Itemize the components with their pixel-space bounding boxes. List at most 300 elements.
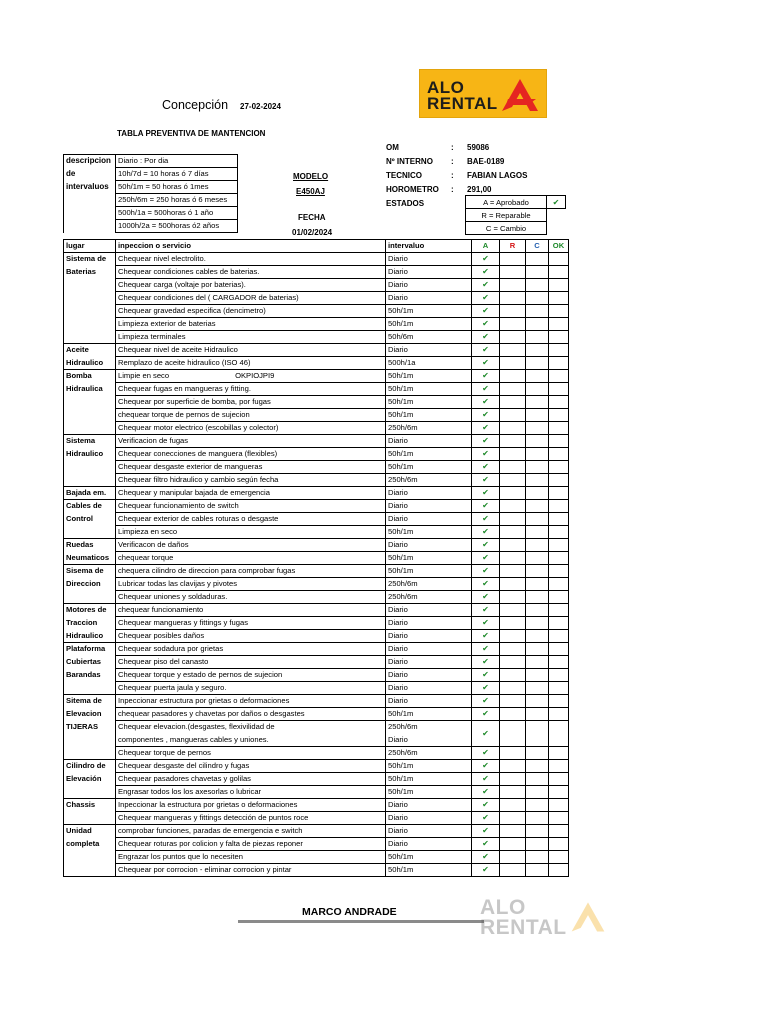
- status-ok-cell[interactable]: [549, 695, 569, 708]
- status-r-cell[interactable]: [500, 617, 526, 630]
- check-icon[interactable]: ✔: [472, 409, 500, 422]
- status-ok-cell[interactable]: [549, 344, 569, 357]
- place-name: Concepción: [162, 98, 229, 112]
- inspection-text-value: Chequear condiciones cables de baterias.: [118, 267, 260, 276]
- state-aprobado: A = Aprobado: [466, 196, 547, 209]
- status-c-cell[interactable]: [526, 383, 549, 396]
- check-icon[interactable]: ✔: [472, 682, 500, 695]
- table-row: [64, 279, 569, 292]
- status-c-cell[interactable]: [526, 799, 549, 812]
- status-r-cell[interactable]: [500, 630, 526, 643]
- status-r-cell[interactable]: [500, 305, 526, 318]
- table-row: [64, 448, 569, 461]
- group-label: Motores de: [64, 604, 116, 617]
- status-r-cell[interactable]: [500, 773, 526, 786]
- table-row: [64, 552, 569, 565]
- status-c-cell[interactable]: [526, 760, 549, 773]
- status-ok-cell[interactable]: [549, 630, 569, 643]
- inspection-text-value: Remplazo de aceite hidraulico (ISO 46): [118, 358, 251, 367]
- status-ok-cell[interactable]: [549, 604, 569, 617]
- status-ok-cell[interactable]: [549, 747, 569, 760]
- inspection-text-value: Chequear filtro hidraulico y cambio según fecha: [118, 475, 279, 484]
- status-c-cell[interactable]: [526, 747, 549, 760]
- table-row: [64, 760, 569, 773]
- check-icon[interactable]: ✔: [472, 760, 500, 773]
- status-ok-cell[interactable]: [549, 526, 569, 539]
- check-icon[interactable]: ✔: [472, 474, 500, 487]
- status-c-cell[interactable]: [526, 825, 549, 838]
- maintenance-table: [63, 239, 569, 877]
- check-icon[interactable]: ✔: [472, 786, 500, 799]
- group-label: Sitema de: [64, 695, 116, 708]
- check-icon[interactable]: ✔: [472, 266, 500, 279]
- status-ok-cell[interactable]: [549, 760, 569, 773]
- check-icon[interactable]: ✔: [472, 630, 500, 643]
- status-ok-cell[interactable]: [549, 591, 569, 604]
- group-label: Elevacion: [64, 708, 116, 721]
- check-icon[interactable]: ✔: [472, 318, 500, 331]
- check-icon[interactable]: ✔: [472, 435, 500, 448]
- check-icon[interactable]: ✔: [472, 500, 500, 513]
- status-ok-cell[interactable]: [549, 565, 569, 578]
- status-c-cell[interactable]: [526, 266, 549, 279]
- status-r-cell[interactable]: [500, 422, 526, 435]
- status-r-cell[interactable]: [500, 409, 526, 422]
- status-c-cell[interactable]: [526, 578, 549, 591]
- status-ok-cell[interactable]: [549, 370, 569, 383]
- inspection-text: [116, 305, 386, 318]
- status-r-cell[interactable]: [500, 461, 526, 474]
- inspection-text-value: Chequear roturas por colicion y falta de piezas reponer: [118, 839, 303, 848]
- status-c-cell[interactable]: [526, 357, 549, 370]
- check-icon[interactable]: ✔: [472, 721, 500, 747]
- status-r-cell[interactable]: [500, 396, 526, 409]
- status-c-cell[interactable]: [526, 851, 549, 864]
- status-c-cell[interactable]: [526, 539, 549, 552]
- interval-value: 50h/1m: [386, 318, 472, 331]
- status-ok-cell[interactable]: [549, 539, 569, 552]
- check-icon[interactable]: ✔: [472, 487, 500, 500]
- inspection-text: [116, 773, 386, 786]
- status-c-cell[interactable]: [526, 253, 549, 266]
- status-r-cell[interactable]: [500, 604, 526, 617]
- inspection-text-value: Verificacion de fugas: [118, 436, 189, 445]
- interval-value: Diario: [386, 617, 472, 630]
- check-icon[interactable]: ✔: [472, 513, 500, 526]
- inspection-text: [116, 448, 386, 461]
- inspection-text: [116, 500, 386, 513]
- inspection-text: [116, 487, 386, 500]
- check-icon[interactable]: ✔: [472, 799, 500, 812]
- interval-value: 50h/1m: [386, 461, 472, 474]
- status-ok-cell[interactable]: [549, 253, 569, 266]
- interval-value: 50h/1m: [386, 773, 472, 786]
- status-ok-cell[interactable]: [549, 513, 569, 526]
- document-date: 27-02-2024: [240, 102, 281, 111]
- interval-value: Diario: [386, 682, 472, 695]
- status-ok-cell[interactable]: [549, 656, 569, 669]
- status-ok-cell[interactable]: [549, 617, 569, 630]
- status-r-cell[interactable]: [500, 370, 526, 383]
- check-icon[interactable]: ✔: [472, 253, 500, 266]
- status-c-cell[interactable]: [526, 279, 549, 292]
- inspection-text: [116, 292, 386, 305]
- check-icon[interactable]: ✔: [472, 331, 500, 344]
- status-r-cell[interactable]: [500, 864, 526, 877]
- status-c-cell[interactable]: [526, 669, 549, 682]
- interval-value: Diario: [386, 643, 472, 656]
- status-r-cell[interactable]: [500, 526, 526, 539]
- status-c-cell[interactable]: [526, 513, 549, 526]
- status-ok-cell[interactable]: [549, 500, 569, 513]
- interval-value: Diario: [386, 344, 472, 357]
- status-r-cell[interactable]: [500, 435, 526, 448]
- status-r-cell[interactable]: [500, 552, 526, 565]
- inspection-text-value: Chequear gravedad especifica (dencimetro): [118, 306, 266, 315]
- check-icon[interactable]: ✔: [472, 565, 500, 578]
- check-icon[interactable]: ✔: [472, 305, 500, 318]
- inspection-text-value: Chequear carga (voltaje por baterias).: [118, 280, 246, 289]
- status-r-cell[interactable]: [500, 448, 526, 461]
- status-c-cell[interactable]: [526, 786, 549, 799]
- status-c-cell[interactable]: [526, 409, 549, 422]
- check-icon[interactable]: ✔: [472, 864, 500, 877]
- interval-value: Diario: [386, 656, 472, 669]
- status-ok-cell[interactable]: [549, 279, 569, 292]
- interval-row: 250h/6m = 250 horas ó 6 meses: [116, 194, 238, 207]
- status-ok-cell[interactable]: [549, 383, 569, 396]
- interval-row: Diario : Por dia: [116, 155, 238, 168]
- table-header-row: [64, 240, 569, 253]
- status-c-cell[interactable]: [526, 526, 549, 539]
- check-icon[interactable]: ✔: [472, 591, 500, 604]
- status-ok-cell[interactable]: [549, 643, 569, 656]
- status-c-cell[interactable]: [526, 422, 549, 435]
- group-label: [64, 279, 116, 292]
- status-ok-cell[interactable]: [549, 552, 569, 565]
- status-r-cell[interactable]: [500, 331, 526, 344]
- status-r-cell[interactable]: [500, 318, 526, 331]
- status-c-cell[interactable]: [526, 500, 549, 513]
- inspection-text-value: Chequear nivel de aceite Hidraulico: [118, 345, 238, 354]
- col-header-a: A: [472, 240, 500, 253]
- status-ok-cell[interactable]: [549, 812, 569, 825]
- status-r-cell[interactable]: [500, 669, 526, 682]
- interval-value: 250h/6m: [386, 422, 472, 435]
- status-c-cell[interactable]: [526, 487, 549, 500]
- interval-value: 50h/6m: [386, 331, 472, 344]
- interval-value: 50h/1m: [386, 370, 472, 383]
- status-r-cell[interactable]: [500, 487, 526, 500]
- status-r-cell[interactable]: [500, 292, 526, 305]
- interval-value: 50h/1m: [386, 565, 472, 578]
- status-c-cell[interactable]: [526, 864, 549, 877]
- inspection-text: [116, 357, 386, 370]
- status-r-cell[interactable]: [500, 383, 526, 396]
- check-icon[interactable]: ✔: [472, 747, 500, 760]
- status-ok-cell[interactable]: [549, 331, 569, 344]
- status-r-cell[interactable]: [500, 565, 526, 578]
- status-r-cell[interactable]: [500, 838, 526, 851]
- table-row: [64, 383, 569, 396]
- info-label-om: OM: [386, 143, 399, 152]
- status-r-cell[interactable]: [500, 539, 526, 552]
- status-c-cell[interactable]: [526, 292, 549, 305]
- status-c-cell[interactable]: [526, 838, 549, 851]
- interval-value: Diario: [386, 487, 472, 500]
- status-ok-cell[interactable]: [549, 474, 569, 487]
- status-r-cell[interactable]: [500, 682, 526, 695]
- status-ok-cell[interactable]: [549, 708, 569, 721]
- status-r-cell[interactable]: [500, 266, 526, 279]
- status-ok-cell[interactable]: [549, 357, 569, 370]
- status-c-cell[interactable]: [526, 708, 549, 721]
- check-icon[interactable]: ✔: [472, 344, 500, 357]
- inspection-text-value: chequear pasadores y chavetas por daños o desgastes: [118, 709, 305, 718]
- interval-value: 50h/1m: [386, 396, 472, 409]
- status-r-cell[interactable]: [500, 747, 526, 760]
- check-icon[interactable]: ✔: [472, 539, 500, 552]
- interval-row: 50h/1m = 50 horas ó 1mes: [116, 181, 238, 194]
- status-r-cell[interactable]: [500, 591, 526, 604]
- status-ok-cell[interactable]: [549, 578, 569, 591]
- interval-value: 500h/1a: [386, 357, 472, 370]
- status-ok-cell[interactable]: [549, 461, 569, 474]
- status-r-cell[interactable]: [500, 721, 526, 747]
- status-ok-cell[interactable]: [549, 487, 569, 500]
- table-row: [64, 578, 569, 591]
- check-icon[interactable]: ✔: [472, 669, 500, 682]
- inspection-text: [116, 526, 386, 539]
- status-r-cell[interactable]: [500, 253, 526, 266]
- check-icon[interactable]: ✔: [472, 578, 500, 591]
- status-ok-cell[interactable]: [549, 838, 569, 851]
- check-icon[interactable]: ✔: [472, 656, 500, 669]
- status-c-cell[interactable]: [526, 448, 549, 461]
- group-label: Traccion: [64, 617, 116, 630]
- interval-row: 500h/1a = 500horas ó 1 año: [116, 207, 238, 220]
- status-ok-cell[interactable]: [549, 305, 569, 318]
- status-c-cell[interactable]: [526, 435, 549, 448]
- status-c-cell[interactable]: [526, 396, 549, 409]
- table-row: [64, 591, 569, 604]
- status-c-cell[interactable]: [526, 474, 549, 487]
- check-icon[interactable]: ✔: [472, 526, 500, 539]
- status-c-cell[interactable]: [526, 617, 549, 630]
- status-r-cell[interactable]: [500, 500, 526, 513]
- inspection-text-value: Chequear mangueras y fittings detección de puntos roce: [118, 813, 309, 822]
- check-icon[interactable]: ✔: [472, 396, 500, 409]
- status-r-cell[interactable]: [500, 643, 526, 656]
- status-ok-cell[interactable]: [549, 396, 569, 409]
- interval-value: Diario: [386, 695, 472, 708]
- table-row: [64, 500, 569, 513]
- check-icon[interactable]: ✔: [472, 695, 500, 708]
- status-r-cell[interactable]: [500, 357, 526, 370]
- status-ok-cell[interactable]: [549, 864, 569, 877]
- check-icon[interactable]: ✔: [472, 851, 500, 864]
- table-row: [64, 409, 569, 422]
- check-icon[interactable]: ✔: [472, 370, 500, 383]
- status-ok-cell[interactable]: [549, 292, 569, 305]
- check-icon: ✔: [547, 196, 566, 209]
- status-ok-cell[interactable]: [549, 773, 569, 786]
- status-ok-cell[interactable]: [549, 799, 569, 812]
- status-c-cell[interactable]: [526, 721, 549, 747]
- inspection-text-value: Chequear y manipular bajada de emergencia: [118, 488, 270, 497]
- info-sep: :: [451, 157, 454, 166]
- inspection-text: [116, 669, 386, 682]
- status-r-cell[interactable]: [500, 760, 526, 773]
- status-c-cell[interactable]: [526, 643, 549, 656]
- status-ok-cell[interactable]: [549, 435, 569, 448]
- table-row: [64, 773, 569, 786]
- check-icon[interactable]: ✔: [472, 448, 500, 461]
- inspection-text: [116, 721, 386, 747]
- inspection-text: [116, 617, 386, 630]
- interval-value: Diario: [386, 630, 472, 643]
- status-c-cell[interactable]: [526, 656, 549, 669]
- status-c-cell[interactable]: [526, 565, 549, 578]
- status-c-cell[interactable]: [526, 318, 549, 331]
- inspection-text-value: Chequear uniones y soldaduras.: [118, 592, 228, 601]
- status-r-cell[interactable]: [500, 812, 526, 825]
- interval-value: 50h/1m: [386, 448, 472, 461]
- col-header-lugar: lugar: [64, 240, 116, 253]
- inspection-text-value: Chequear por corrocion - eliminar corrocion y pintar: [118, 865, 292, 874]
- interval-value: 250h/6m: [386, 578, 472, 591]
- status-ok-cell[interactable]: [549, 422, 569, 435]
- status-c-cell[interactable]: [526, 331, 549, 344]
- status-r-cell[interactable]: [500, 656, 526, 669]
- check-icon[interactable]: ✔: [472, 617, 500, 630]
- check-icon[interactable]: ✔: [472, 383, 500, 396]
- status-c-cell[interactable]: [526, 604, 549, 617]
- status-r-cell[interactable]: [500, 578, 526, 591]
- inspection-text: [116, 383, 386, 396]
- status-c-cell[interactable]: [526, 682, 549, 695]
- info-label-horometro: HOROMETRO: [386, 185, 439, 194]
- status-ok-cell[interactable]: [549, 669, 569, 682]
- interval-value: 250h/6m: [386, 747, 472, 760]
- interval-value: 50h/1m: [386, 851, 472, 864]
- inspection-text-line-2: componentes , mangueras cables y uniones.: [118, 734, 269, 744]
- inspection-text: [116, 318, 386, 331]
- col-header-inspeccion: inpeccion o servicio: [116, 240, 386, 253]
- table-row: [64, 526, 569, 539]
- status-r-cell[interactable]: [500, 786, 526, 799]
- state-cambio: C = Cambio: [466, 222, 547, 235]
- status-ok-cell[interactable]: [549, 448, 569, 461]
- check-icon[interactable]: ✔: [472, 461, 500, 474]
- info-sep: :: [451, 143, 454, 152]
- intervals-label-2: de: [64, 168, 116, 181]
- inspection-text-value: Chequear funcionamiento de switch: [118, 501, 239, 510]
- status-c-cell[interactable]: [526, 344, 549, 357]
- group-label: Hidraulico: [64, 630, 116, 643]
- status-c-cell[interactable]: [526, 591, 549, 604]
- status-r-cell[interactable]: [500, 825, 526, 838]
- status-c-cell[interactable]: [526, 552, 549, 565]
- inspection-note: OKPIOJPI9: [235, 371, 275, 380]
- check-icon[interactable]: ✔: [472, 552, 500, 565]
- col-header-r: R: [500, 240, 526, 253]
- status-r-cell[interactable]: [500, 708, 526, 721]
- status-r-cell[interactable]: [500, 695, 526, 708]
- status-r-cell[interactable]: [500, 799, 526, 812]
- status-r-cell[interactable]: [500, 513, 526, 526]
- inspection-text: [116, 279, 386, 292]
- status-c-cell[interactable]: [526, 695, 549, 708]
- status-ok-cell[interactable]: [549, 409, 569, 422]
- status-c-cell[interactable]: [526, 773, 549, 786]
- status-r-cell[interactable]: [500, 279, 526, 292]
- status-r-cell[interactable]: [500, 474, 526, 487]
- inspection-text: [116, 539, 386, 552]
- status-r-cell[interactable]: [500, 344, 526, 357]
- inspection-text: [116, 552, 386, 565]
- check-icon[interactable]: ✔: [472, 604, 500, 617]
- interval-row: 10h/7d = 10 horas ó 7 días: [116, 168, 238, 181]
- check-icon[interactable]: ✔: [472, 422, 500, 435]
- table-row: [64, 539, 569, 552]
- inspection-text-value: chequear torque de pernos de sujecion: [118, 410, 250, 419]
- inspection-text-value: Chequear desgaste del cilindro y fugas: [118, 761, 250, 770]
- inspection-text: [116, 747, 386, 760]
- check-icon[interactable]: ✔: [472, 812, 500, 825]
- status-c-cell[interactable]: [526, 461, 549, 474]
- logo-line-2: RENTAL: [427, 94, 498, 113]
- table-row: [64, 435, 569, 448]
- status-ok-cell[interactable]: [549, 682, 569, 695]
- info-label-interno: Nº INTERNO: [386, 157, 433, 166]
- check-icon[interactable]: ✔: [472, 773, 500, 786]
- status-ok-cell[interactable]: [549, 721, 569, 747]
- table-row: [64, 786, 569, 799]
- status-c-cell[interactable]: [526, 812, 549, 825]
- check-icon[interactable]: ✔: [472, 708, 500, 721]
- check-icon[interactable]: ✔: [472, 838, 500, 851]
- col-header-c: C: [526, 240, 549, 253]
- status-r-cell[interactable]: [500, 851, 526, 864]
- table-row: [64, 292, 569, 305]
- status-c-cell[interactable]: [526, 630, 549, 643]
- inspection-text: [116, 578, 386, 591]
- status-ok-cell[interactable]: [549, 318, 569, 331]
- check-icon[interactable]: ✔: [472, 825, 500, 838]
- status-ok-cell[interactable]: [549, 266, 569, 279]
- table-row: [64, 656, 569, 669]
- watermark-line-1: ALO: [480, 896, 526, 919]
- check-icon[interactable]: ✔: [472, 279, 500, 292]
- status-ok-cell[interactable]: [549, 825, 569, 838]
- status-c-cell[interactable]: [526, 305, 549, 318]
- check-icon[interactable]: ✔: [472, 292, 500, 305]
- group-label: Plataforma: [64, 643, 116, 656]
- company-logo: [419, 69, 547, 118]
- inspection-text-value: Chequear condiciones del ( CARGADOR de baterias): [118, 293, 299, 302]
- info-value-om: 59086: [467, 143, 490, 152]
- check-icon[interactable]: ✔: [472, 643, 500, 656]
- check-icon[interactable]: ✔: [472, 357, 500, 370]
- inspection-text: [116, 851, 386, 864]
- status-ok-cell[interactable]: [549, 851, 569, 864]
- status-c-cell[interactable]: [526, 370, 549, 383]
- interval-value: Diario: [386, 539, 472, 552]
- status-ok-cell[interactable]: [549, 786, 569, 799]
- group-label: Neumaticos: [64, 552, 116, 565]
- inspection-text-value: Chequear nivel electrolito.: [118, 254, 206, 263]
